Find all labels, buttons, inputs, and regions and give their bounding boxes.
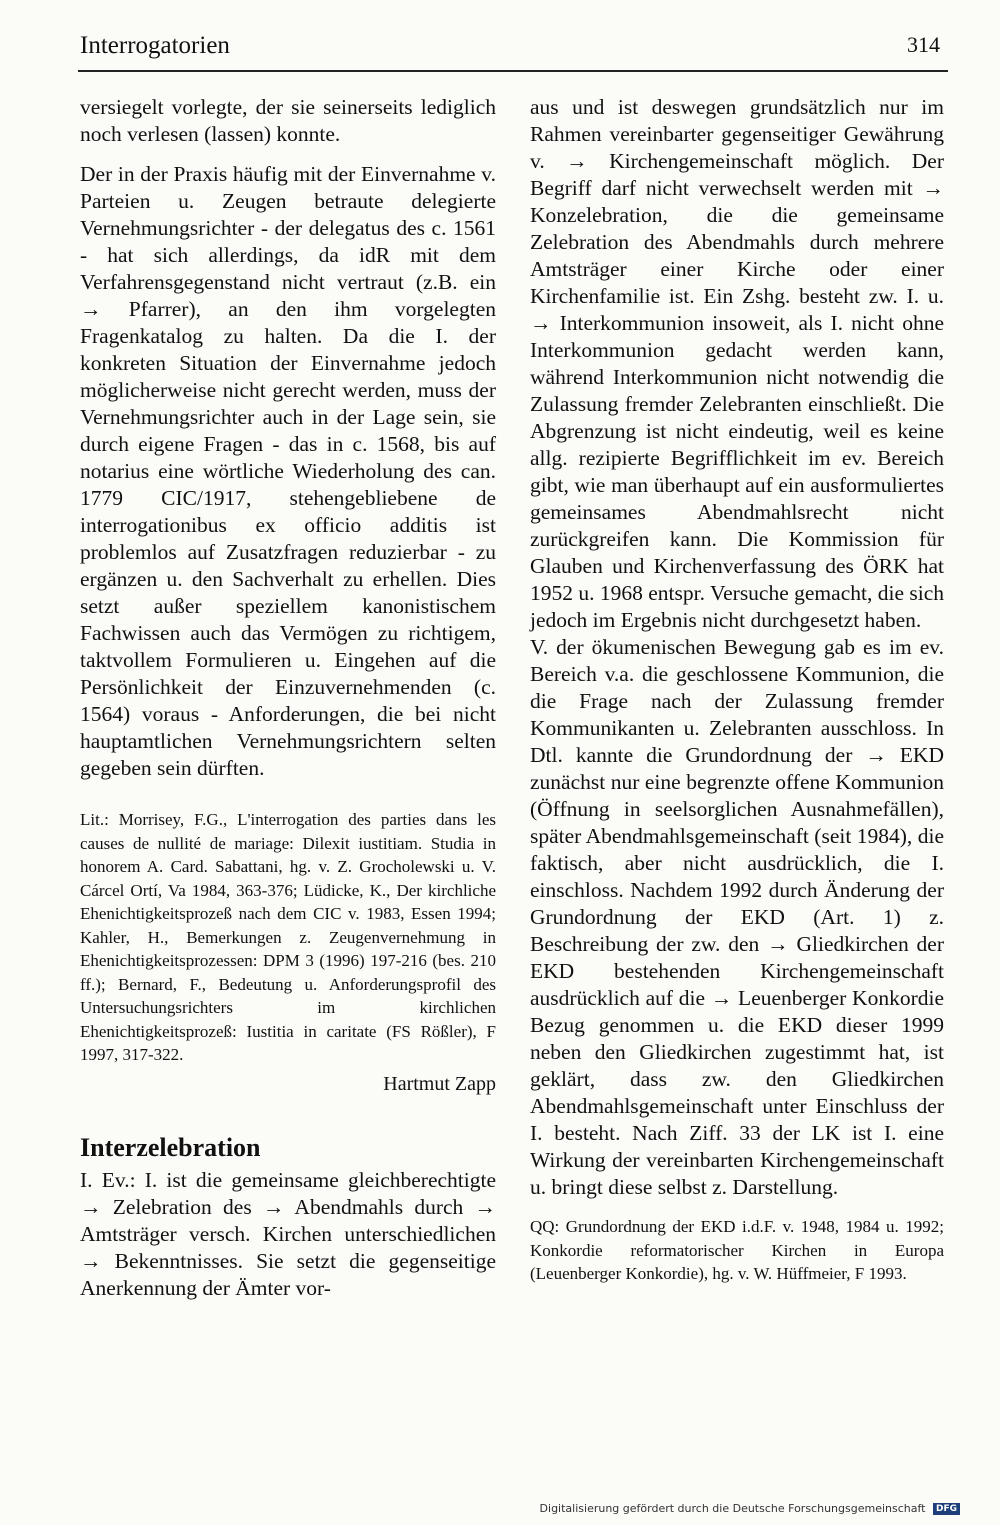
- paragraph: Der in der Praxis häufig mit der Einvernahme v. Parteien u. Zeugen betraute delegierte Vernehmungsrichter - der delegatus des c. 1561 - hat sich allerdings, da idR mit dem Verfahrensgegenstand nicht vertraut (z.B. ein → Pfarrer), an den ihm vorgelegten Fragenkatalog zu halten. Da die I. der konkreten Situation der Einvernahme jedoch möglicherweise nicht gerecht werden, muss der Vernehmungsrichter auch in der Lage sein, sie durch eigene Fragen - das in c. 1568, bis auf notarius eine wörtliche Wiederholung des can. 1779 CIC/1917, stehengebliebene de interrogationibus ex officio additis ist problemlos auf Zusatzfragen reduzierbar - zu ergänzen u. den Sachverhalt zu erhellen. Dies setzt außer speziellem kanonistischem Fachwissen auch das Vermögen zu richtigem, taktvollem Formulieren u. Eingehen auf die Persönlichkeit der Einzuvernehmenden (c. 1564) voraus - Anforderungen, die bei nicht hauptamtlichen Vernehmungsrichtern selten gegeben sein dürften.: [80, 162, 496, 780]
- running-head: Interrogatorien: [80, 32, 230, 59]
- credit-text: Digitalisierung gefördert durch die Deutsche Forschungsgemeinschaft: [539, 1502, 926, 1515]
- paragraph: versiegelt vorlegte, der sie seinerseits lediglich noch verlesen (lassen) konnte.: [80, 95, 496, 146]
- sources-list: QQ: Grundordnung der EKD i.d.F. v. 1948, 1984 u. 1992; Konkordie reformatorischer Kirchen in Europa (Leuenberger Konkordie), hg. v. W. Hüffmeier, F 1993.: [530, 1217, 944, 1283]
- right-column: [530, 94, 944, 1286]
- paragraph: V. der ökumenischen Bewegung gab es im ev. Bereich v.a. die geschlossene Kommunion, die die Frage nach der Zulassung fremder Kommunikanten u. Zelebranten ausschloss. In Dtl. kannte die Grundordnung der → EKD zunächst nur eine begrenzte offene Kommunion (Öffnung in seelsorglichen Ausnahmefällen), später Abendmahlsgemeinschaft (seit 1984), die faktisch, aber nicht ausdrücklich, die I. einschloss. Nachdem 1992 durch Änderung der Grundordnung der EKD (Art. 1) z. Beschreibung der zw. den → Gliedkirchen der EKD bestehenden Kirchengemeinschaft ausdrücklich auf die → Leuenberger Konkordie Bezug genommen u. die EKD dieser 1999 neben den Gliedkirchen zugestimmt hat, ist geklärt, dass zw. den Gliedkirchen Abendmahlsgemeinschaft unter Einschluss der I. besteht. Nach Ziff. 33 der LK ist I. eine Wirkung der vereinbarten Kirchengemeinschaft u. bringt diese selbst z. Darstellung.: [530, 635, 944, 1199]
- left-column: [80, 94, 496, 1302]
- author-signature: Hartmut Zapp: [383, 1072, 496, 1095]
- paragraph: I. Ev.: I. ist die gemeinsame gleichberechtigte → Zelebration des → Abendmahls durch → Amtsträger versch. Kirchen unterschiedlichen → Bekenntnisses. Sie setzt die gegenseitige Anerkennung der Ämter vor-: [80, 1167, 496, 1300]
- entry-title: Interzelebration: [80, 1132, 261, 1162]
- page-number: 314: [907, 32, 940, 57]
- page-header: [78, 28, 948, 72]
- paragraph: aus und ist deswegen grundsätzlich nur im Rahmen vereinbarter gegenseitiger Gewährung v. → Kirchengemeinschaft möglich. Der Begriff darf nicht verwechselt werden mit → Konzelebration, die die gemeinsame Zelebration des Abendmahls durch mehrere Amtsträger einer Kirche oder einer Kirchenfamilie ist. Ein Zshg. besteht zw. I. u. → Interkommunion insoweit, als I. nicht ohne Interkommunion gedacht werden kann, während Interkommunion nicht notwendig die Zulassung fremder Zelebranten einschließt. Die Abgrenzung ist nicht eindeutig, weil es keine allg. rezipierte Begrifflichkeit im ev. Bereich gibt, wie man überhaupt auf ein ausformuliertes gemeinsames Abendmahlsrecht nicht zurückgreifen kann. Die Kommission für Glauben und Kirchenverfassung des ÖRK hat 1952 u. 1968 entspr. Versuche gemacht, die sich jedoch im Ergebnis nicht durchgesetzt haben.: [530, 95, 944, 632]
- digitization-credit: [540, 1502, 960, 1515]
- dfg-logo: DFG: [933, 1503, 960, 1515]
- literature-list: Lit.: Morrisey, F.G., L'interrogation des parties dans les causes de nullité de mariage: Dilexit iustitiam. Studia in honorem A. Card. Sabattani, hg. v. Z. Grocholewski u. V. Cárcel Ortí, Va 1984, 363-376; Lüdicke, K., Der kirchliche Ehenichtigkeitsprozeß nach dem CIC v. 1983, Essen 1994; Kahler, H., Bemerkungen z. Zeugenvernehmung in Ehenichtigkeitsprozessen: DPM 3 (1996) 197-216 (bes. 210 ff.); Bernard, F., Bedeutung u. Anforderungsprofil des Untersuchungsrichters im kirchlichen Ehenichtigkeitsprozeß: Iustitia in caritate (FS Rößler), F 1997, 317-322.: [80, 810, 496, 1064]
